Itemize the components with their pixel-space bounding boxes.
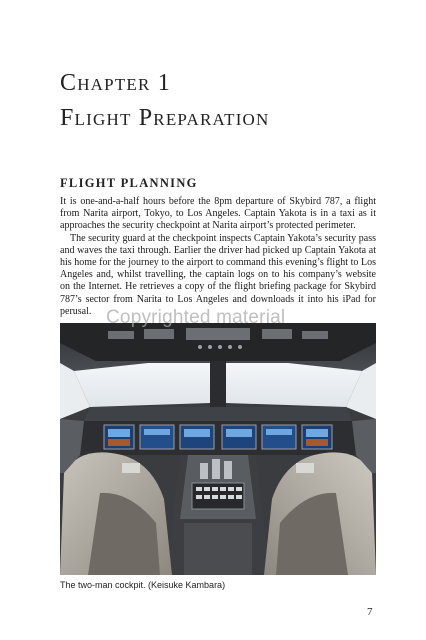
body-text <box>60 196 376 318</box>
chapter-title <box>60 66 400 136</box>
paragraph-2: The security guard at the checkpoint inspects Captain Yakota’s security pass and waves the taxi through. Earlier the driver had picked up Captain Yakota at his home for the journey to the airport to command this evening’s flight to Los Angeles and, whilst travelling, the captain logs on to his company’s website on the Internet. He retrieves a copy of the flight briefing package for Skybird 787’s sector from Narita to Los Angeles and downloads it into his iPad for perusal. <box>60 232 376 317</box>
paragraph-1: It is one-and-a-half hours before the 8pm departure of Skybird 787, a flight from Narita airport, Tokyo, to Los Angeles. Captain Yakota is in a taxi as it approaches the security checkpoint at Narita airport’s protected perimeter. <box>60 196 376 232</box>
cockpit-photo <box>60 323 376 575</box>
figure-caption: The two-man cockpit. (Keisuke Kambara) <box>60 580 226 590</box>
chapter-number: Chapter 1 <box>60 70 171 96</box>
copyright-watermark: Copyrighted material <box>106 307 286 328</box>
page-number: 7 <box>367 606 373 618</box>
chapter-name: Flight Preparation <box>60 105 270 131</box>
section-heading: FLIGHT PLANNING <box>60 176 198 190</box>
